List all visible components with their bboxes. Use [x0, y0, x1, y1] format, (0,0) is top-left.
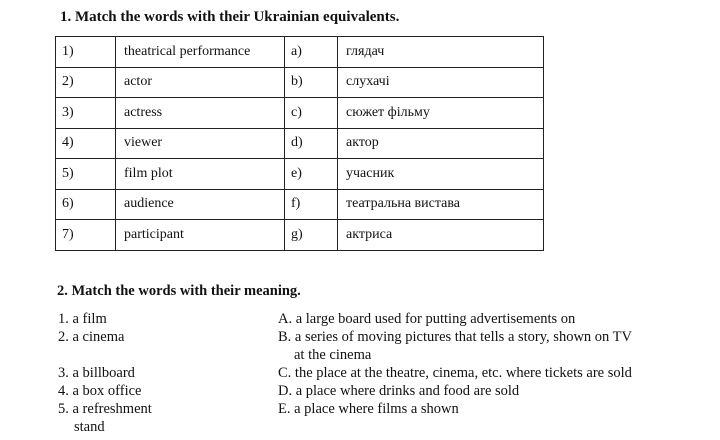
word-item: 4. a box office	[58, 383, 142, 399]
meaning-item: A. a large board used for putting advertisements on	[278, 311, 576, 327]
english-term: viewer	[116, 128, 285, 159]
word-item: 1. a film	[58, 311, 107, 327]
ukrainian-term: учасник	[338, 159, 544, 190]
ukrainian-term: слухачі	[338, 67, 544, 98]
ukrainian-term: глядач	[338, 37, 544, 68]
row-number: 7)	[56, 220, 116, 251]
row-letter: g)	[285, 220, 338, 251]
english-term: participant	[116, 220, 285, 251]
meaning-item: E. a place where films a shown	[278, 401, 459, 417]
ukrainian-term: театральна вистава	[338, 189, 544, 220]
english-term: theatrical performance	[116, 37, 285, 68]
row-number: 1)	[56, 37, 116, 68]
table-row	[56, 128, 544, 159]
table-row	[56, 37, 544, 68]
table-row	[56, 98, 544, 129]
row-letter: f)	[285, 189, 338, 220]
row-number: 4)	[56, 128, 116, 159]
english-term: actor	[116, 67, 285, 98]
english-term: audience	[116, 189, 285, 220]
spacer	[58, 346, 152, 364]
row-letter: a)	[285, 37, 338, 68]
word-item: 2. a cinema	[58, 329, 125, 345]
english-term: actress	[116, 98, 285, 129]
ukrainian-term: актриса	[338, 220, 544, 251]
row-number: 5)	[56, 159, 116, 190]
matching-table	[55, 36, 544, 251]
words-column	[58, 310, 152, 436]
english-term: film plot	[116, 159, 285, 190]
ukrainian-term: актор	[338, 128, 544, 159]
meanings-column	[278, 310, 632, 418]
table-row	[56, 159, 544, 190]
row-number: 3)	[56, 98, 116, 129]
row-number: 2)	[56, 67, 116, 98]
ukrainian-term: сюжет фільму	[338, 98, 544, 129]
meaning-item: C. the place at the theatre, cinema, etc. where tickets are sold	[278, 365, 632, 381]
word-item: 5. a refreshment	[58, 401, 152, 417]
row-number: 6)	[56, 189, 116, 220]
exercise-2-title: 2. Match the words with their meaning.	[57, 283, 301, 299]
meaning-item-continuation: at the cinema	[294, 347, 372, 363]
word-item-continuation: stand	[74, 419, 105, 435]
row-letter: d)	[285, 128, 338, 159]
meaning-item: B. a series of moving pictures that tells a story, shown on TV	[278, 329, 632, 345]
row-letter: b)	[285, 67, 338, 98]
word-item: 3. a billboard	[58, 365, 135, 381]
exercise-1-title: 1. Match the words with their Ukrainian equivalents.	[60, 9, 400, 25]
table-row	[56, 189, 544, 220]
meaning-item: D. a place where drinks and food are sold	[278, 383, 520, 399]
row-letter: e)	[285, 159, 338, 190]
table-row	[56, 220, 544, 251]
row-letter: c)	[285, 98, 338, 129]
table-row	[56, 67, 544, 98]
